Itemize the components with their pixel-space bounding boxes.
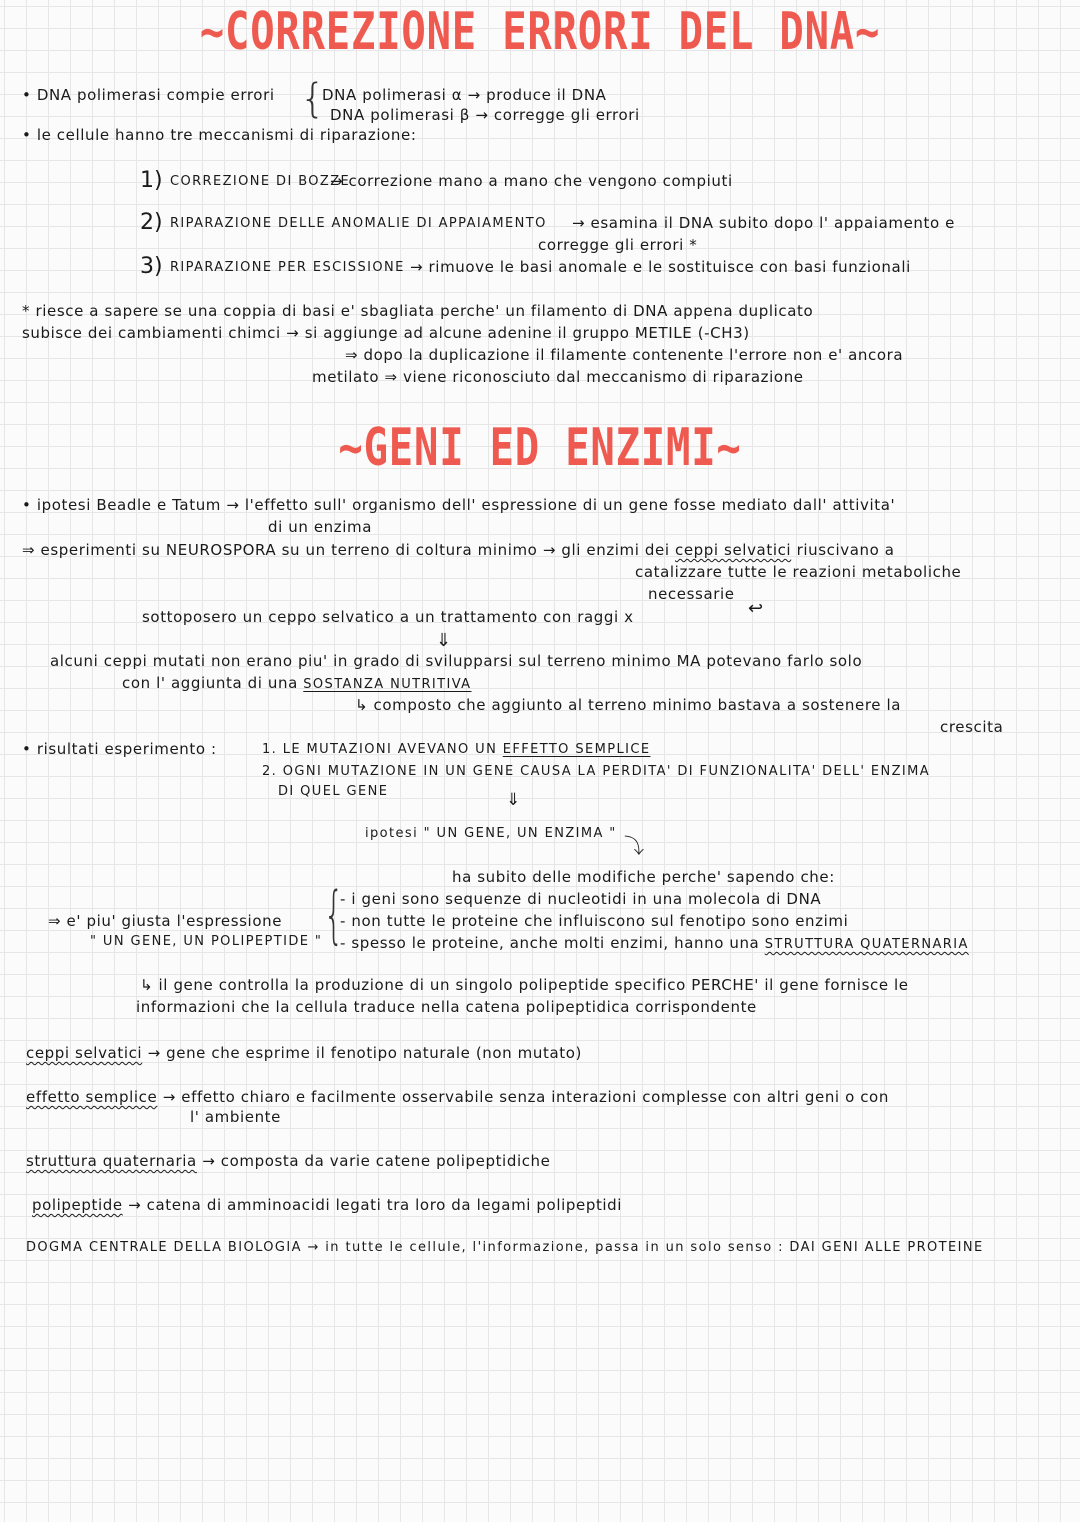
page-title-correzione: ~CORREZIONE ERRORI DEL DNA~ [199,2,881,62]
glossary-definition: → gene che esprime il fenotipo naturale (non mutato) [147,1044,582,1062]
curve-down-arrow-icon: ⤵ [624,834,645,858]
brace-left: { [300,76,326,122]
polimerasi-beta: DNA polimerasi β → corregge gli errori [330,106,640,124]
mechanism-1-number: 1) [140,168,163,193]
down-arrow-2-icon: ⇓ [506,790,521,810]
ceppi-selvatici-term: ceppi selvatici [675,541,792,559]
brace-right-group: { [323,878,344,951]
gene-controllo-line-1: ↳ il gene controlla la produzione di un singolo polipeptide specifico PERCHE' il gene fornisce le [140,976,909,994]
mechanism-2-number: 2) [140,210,163,235]
glossary-item [32,1196,622,1214]
glossary-term: effetto semplice [26,1088,158,1106]
mechanism-1-desc: → correzione mano a mano che vengono compiuti [330,172,733,190]
composto-line-1: ↳ composto che aggiunto al terreno minimo bastava a sostenere la [355,696,902,714]
polimerasi-alpha: DNA polimerasi α → produce il DNA [322,86,607,104]
glossary-definition-cont: l' ambiente [190,1108,281,1126]
esperimenti-text-end: riuscivano a [796,541,895,559]
glossary-term: struttura quaternaria [26,1152,197,1170]
espressione-line-2: " UN GENE, UN POLIPEPTIDE " [90,934,323,949]
down-arrow-icon: ⇓ [436,630,452,651]
glossary-term: ceppi selvatici [26,1044,143,1062]
bullet-3-text: - spesso le proteine, anche molti enzimi, hanno una [340,934,760,952]
star-note-line-3: ⇒ dopo la duplicazione il filamente contenente l'errore non e' ancora [345,346,904,364]
esperimenti-line-1 [22,541,895,559]
polimerasi-intro: • DNA polimerasi compie errori [22,86,275,104]
bullet-2: - non tutte le proteine che influiscono sul fenotipo sono enzimi [340,912,849,930]
esperimenti-text: ⇒ esperimenti su NEUROSPORA su un terreno di coltura minimo → gli enzimi dei [22,541,670,559]
bullet-1: - i geni sono sequenze di nucleotidi in una molecola di DNA [340,890,822,908]
glossary-item [26,1044,582,1062]
risultato-2-line-2: DI QUEL GENE [278,784,389,799]
modifiche-line: ha subito delle modifiche perche' sapendo che: [452,868,835,886]
mutati-line-1: alcuni ceppi mutati non erano piu' in grado di svilupparsi sul terreno minimo MA potevano farlo solo [50,652,863,670]
glossary-item [26,1152,551,1170]
risultati-label: • risultati esperimento : [22,740,217,758]
esperimenti-line-3: necessarie [648,585,735,603]
glossary-term: polipeptide [32,1196,123,1214]
esperimenti-line-2: catalizzare tutte le reazioni metaboliche [635,563,962,581]
mutati-text: con l' aggiunta di una [122,674,298,692]
effetto-semplice-term: EFFETTO SEMPLICE [502,742,651,757]
bullet-3 [340,934,969,952]
risultato-2-line-1: 2. OGNI MUTAZIONE IN UN GENE CAUSA LA PERDITA' DI FUNZIONALITA' DELL' ENZIMA [262,764,931,779]
glossary-item [26,1088,889,1106]
mechanism-2-desc: → esamina il DNA subito dopo l' appaiamento e [572,214,955,232]
meccanismi-intro: • le cellule hanno tre meccanismi di riparazione: [22,126,417,144]
gene-controllo-line-2: informazioni che la cellula traduce nella catena polipeptidica corrispondente [136,998,757,1016]
risultato-1 [262,742,650,757]
mechanism-3-desc: → rimuove le basi anomale e le sostituisce con basi funzionali [410,258,911,276]
ipotesi-gene-enzima: ipotesi " UN GENE, UN ENZIMA " [365,826,617,841]
glossary-definition: → effetto chiaro e facilmente osservabile senza interazioni complesse con altri geni o con [162,1088,889,1106]
glossary-definition: → catena di amminoacidi legati tra loro da legami polipeptidi [128,1196,623,1214]
espressione-line-1: ⇒ e' piu' giusta l'espressione [48,912,283,930]
mechanism-2-name: RIPARAZIONE DELLE ANOMALIE DI APPAIAMENTO [170,216,547,231]
curve-arrow-icon: ↩ [748,598,764,619]
sostanza-nutritiva-term: SOSTANZA NUTRITIVA [303,677,472,692]
raggi-x-line: sottoposero un ceppo selvatico a un trattamento con raggi x [142,608,634,626]
struttura-quaternaria-term: STRUTTURA QUATERNARIA [764,937,969,952]
ipotesi-line-1: • ipotesi Beadle e Tatum → l'effetto sull' organismo dell' espressione di un gene fosse mediato dall' attivita' [22,496,896,514]
mutati-line-2 [122,674,471,692]
dogma-centrale: DOGMA CENTRALE DELLA BIOLOGIA → in tutte le cellule, l'informazione, passa in un solo senso : DAI GENI ALLE PROTEINE [26,1240,984,1255]
glossary-definition: → composta da varie catene polipeptidiche [202,1152,551,1170]
risultato-1-text: 1. LE MUTAZIONI AVEVANO UN [262,742,498,757]
mechanism-3-name: RIPARAZIONE PER ESCISSIONE [170,260,405,275]
mechanism-3-number: 3) [140,254,163,279]
page-title-geni: ~GENI ED ENZIMI~ [338,418,742,478]
star-note-line-2: subisce dei cambiamenti chimci → si aggiunge ad alcune adenine il gruppo METILE (-CH3) [22,324,750,342]
ipotesi-line-2: di un enzima [268,518,373,536]
star-note-line-4: metilato ⇒ viene riconosciuto dal meccanismo di riparazione [312,368,804,386]
star-note-line-1: * riesce a sapere se una coppia di basi e' sbagliata perche' un filamento di DNA appena duplicato [22,302,814,320]
composto-line-2: crescita [940,718,1004,736]
mechanism-2-desc-cont: corregge gli errori * [538,236,698,254]
mechanism-1-name: CORREZIONE DI BOZZE [170,174,351,189]
